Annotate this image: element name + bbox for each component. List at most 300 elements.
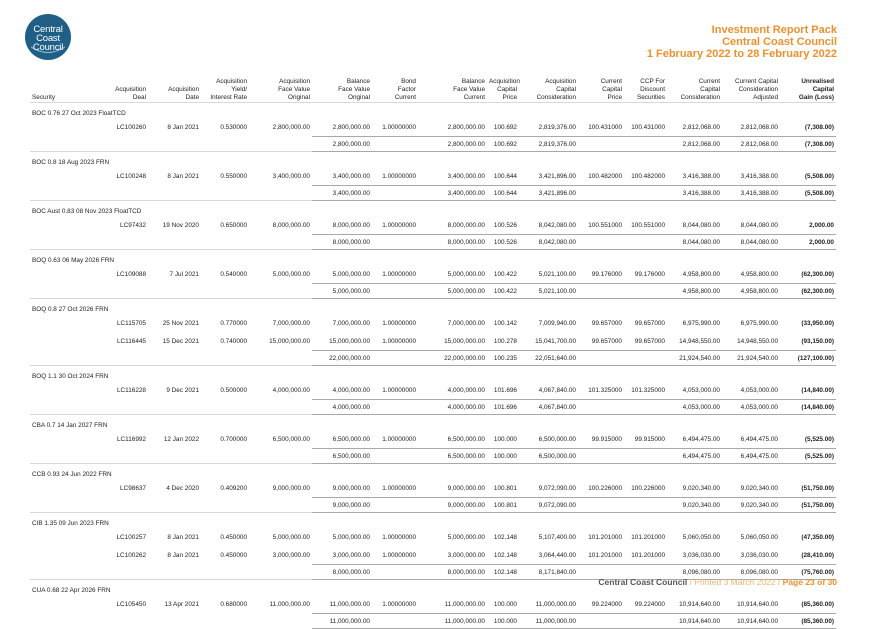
subtotal-cell xyxy=(113,614,148,629)
subtotal-cell: 21,924,540.00 xyxy=(722,351,780,366)
security-group-header xyxy=(30,152,836,168)
table-cell: 8,000,000.00 xyxy=(332,221,370,229)
table-cell: 2,000.00 xyxy=(809,221,834,229)
subtotal-row xyxy=(30,400,836,415)
table-cell: 1.00000000 xyxy=(382,123,416,131)
subtotal-cell: 10,914,640.00 xyxy=(667,614,722,629)
report-org: Central Coast Council xyxy=(722,36,837,48)
subtotal-cell xyxy=(249,186,312,201)
subtotal-cell xyxy=(372,351,418,366)
subtotal-cell xyxy=(578,614,624,629)
table-cell: 100.431000 xyxy=(631,123,665,131)
subtotal-cell: 100.235 xyxy=(487,351,519,366)
table-cell: (33,950.00) xyxy=(801,319,834,327)
page-footer xyxy=(598,577,837,587)
subtotal-cell xyxy=(578,235,624,250)
table-cell: 5,000,000.00 xyxy=(447,270,485,278)
table-cell: 8,042,080.00 xyxy=(538,221,576,229)
table-cell: 3,400,000.00 xyxy=(332,172,370,180)
table-cell xyxy=(30,546,113,565)
footer-printed: Printed 3 March 2022 xyxy=(694,577,776,587)
col-header-ccp: CCP For Discount Securities xyxy=(636,78,665,101)
table-cell: 6,500,000.00 xyxy=(332,435,370,443)
table-cell: (85,360.00) xyxy=(801,600,834,608)
subtotal-cell: 8,044,080.00 xyxy=(667,235,722,250)
subtotal-cell: 6,500,000.00 xyxy=(418,449,487,464)
table-cell: 4,000,000.00 xyxy=(332,386,370,394)
table-cell: 100.142 xyxy=(493,319,517,327)
table-cell: 100.482000 xyxy=(631,172,665,180)
subtotal-cell: 4,958,800.00 xyxy=(667,284,722,299)
subtotal-cell: 9,000,000.00 xyxy=(312,498,372,513)
subtotal-cell: 8,096,080.00 xyxy=(667,565,722,580)
subtotal-cell xyxy=(624,400,667,415)
subtotal-cell xyxy=(249,565,312,580)
table-cell: 9,020,340.00 xyxy=(682,484,720,492)
table-cell: 1.00000000 xyxy=(382,600,416,608)
table-cell: LC100260 xyxy=(116,123,146,131)
table-cell xyxy=(30,381,113,400)
table-cell: LC100257 xyxy=(116,533,146,541)
table-cell: 19 Nov 2020 xyxy=(162,221,199,229)
subtotal-cell: 6,494,475.00 xyxy=(667,449,722,464)
table-cell: 12 Jan 2022 xyxy=(163,435,199,443)
table-cell: 9,000,000.00 xyxy=(447,484,485,492)
table-cell: 1.00000000 xyxy=(382,484,416,492)
subtotal-cell xyxy=(201,498,249,513)
table-row xyxy=(30,332,836,351)
col-header-acq-cons: Acquisition Capital Consideration xyxy=(536,78,576,101)
table-cell: 0.409200 xyxy=(220,484,247,492)
table-cell: 99.657000 xyxy=(591,337,622,345)
table-cell: LC115705 xyxy=(116,319,146,327)
table-cell: 1.00000000 xyxy=(382,221,416,229)
col-header-acq-price: Acquisition Capital Price xyxy=(489,78,520,101)
subtotal-cell: 100.526 xyxy=(487,235,519,250)
col-header-bond: Bond Factor Current xyxy=(394,78,416,101)
subtotal-row xyxy=(30,449,836,464)
subtotal-cell xyxy=(624,186,667,201)
table-cell xyxy=(30,528,113,546)
table-cell: 101.325000 xyxy=(588,386,622,394)
table-cell: 3,000,000.00 xyxy=(272,551,310,559)
subtotal-cell: 3,416,388.00 xyxy=(667,186,722,201)
subtotal-cell xyxy=(201,235,249,250)
logo-text-line3: Council xyxy=(32,42,64,53)
table-cell xyxy=(30,118,113,137)
table-cell: 6,500,000.00 xyxy=(272,435,310,443)
table-cell: 4,067,840.00 xyxy=(538,386,576,394)
table-cell: 2,819,376.00 xyxy=(538,123,576,131)
subtotal-cell xyxy=(30,235,113,250)
table-cell: 1.00000000 xyxy=(382,435,416,443)
subtotal-cell xyxy=(578,498,624,513)
table-cell: (5,525.00) xyxy=(804,435,834,443)
table-cell: 9,000,000.00 xyxy=(332,484,370,492)
table-cell: 2,800,000.00 xyxy=(447,123,485,131)
subtotal-cell xyxy=(249,498,312,513)
table-cell: 3,036,030.00 xyxy=(682,551,720,559)
table-cell: 101.201000 xyxy=(588,551,622,559)
table-cell: (47,350.00) xyxy=(801,533,834,541)
subtotal-row xyxy=(30,186,836,201)
subtotal-cell: 2,800,000.00 xyxy=(312,137,372,152)
subtotal-cell xyxy=(578,284,624,299)
subtotal-cell: 3,421,896.00 xyxy=(519,186,578,201)
subtotal-cell xyxy=(30,137,113,152)
table-cell: 100.551000 xyxy=(588,221,622,229)
subtotal-cell: 4,053,000.00 xyxy=(667,400,722,415)
table-cell: 25 Nov 2021 xyxy=(162,319,199,327)
table-cell: LC100262 xyxy=(116,551,146,559)
subtotal-cell: 22,051,640.00 xyxy=(519,351,578,366)
table-cell: 0.500000 xyxy=(220,386,247,394)
table-row xyxy=(30,546,836,565)
table-cell: 4,000,000.00 xyxy=(447,386,485,394)
subtotal-cell xyxy=(201,400,249,415)
table-cell: 1.00000000 xyxy=(382,337,416,345)
subtotal-cell: 2,819,376.00 xyxy=(519,137,578,152)
table-row xyxy=(30,479,836,498)
subtotal-cell: 8,171,840.00 xyxy=(519,565,578,580)
table-cell: 102.148 xyxy=(493,533,517,541)
table-cell: 6,500,000.00 xyxy=(538,435,576,443)
table-cell: 100.422 xyxy=(493,270,517,278)
subtotal-cell xyxy=(249,137,312,152)
table-cell: 4,000,000.00 xyxy=(272,386,310,394)
subtotal-cell xyxy=(148,235,201,250)
subtotal-cell: 22,000,000.00 xyxy=(418,351,487,366)
table-cell: 8 Jan 2021 xyxy=(167,551,199,559)
subtotal-cell: 3,400,000.00 xyxy=(312,186,372,201)
table-cell xyxy=(30,216,113,235)
table-cell: 2,800,000.00 xyxy=(272,123,310,131)
table-cell: 0.450000 xyxy=(220,551,247,559)
table-cell: 11,000,000.00 xyxy=(269,600,310,608)
subtotal-cell: 11,000,000.00 xyxy=(312,614,372,629)
table-cell: 15,000,000.00 xyxy=(444,337,485,345)
table-cell: 6,494,475.00 xyxy=(682,435,720,443)
subtotal-cell: 100.644 xyxy=(487,186,519,201)
table-cell: 4,053,000.00 xyxy=(682,386,720,394)
subtotal-cell: 11,000,000.00 xyxy=(418,614,487,629)
table-cell: 99.176000 xyxy=(634,270,665,278)
subtotal-cell xyxy=(201,137,249,152)
col-header-cur-price: Current Capital Price xyxy=(600,78,622,101)
table-cell: 11,000,000.00 xyxy=(444,600,485,608)
subtotal-cell xyxy=(624,614,667,629)
subtotal-cell: 100.422 xyxy=(487,284,519,299)
table-row xyxy=(30,430,836,449)
subtotal-cell xyxy=(624,498,667,513)
col-header-bal-curr: Balance Face Value Current xyxy=(453,78,485,101)
table-cell: 101.696 xyxy=(493,386,517,394)
table-row xyxy=(30,265,836,284)
subtotal-cell: 9,020,340.00 xyxy=(667,498,722,513)
table-cell xyxy=(30,265,113,284)
subtotal-row xyxy=(30,614,836,629)
table-cell: 9,072,090.00 xyxy=(538,484,576,492)
table-cell: 8,044,080.00 xyxy=(682,221,720,229)
table-cell: 100.000 xyxy=(493,600,517,608)
subtotal-cell xyxy=(30,449,113,464)
table-cell: 3,400,000.00 xyxy=(272,172,310,180)
subtotal-cell: 100.000 xyxy=(487,614,519,629)
subtotal-cell xyxy=(148,614,201,629)
table-cell: LC105450 xyxy=(116,600,146,608)
subtotal-cell: (127,100.00) xyxy=(780,351,836,366)
subtotal-cell xyxy=(113,449,148,464)
subtotal-cell xyxy=(148,565,201,580)
subtotal-cell: (5,508.00) xyxy=(780,186,836,201)
subtotal-cell xyxy=(148,351,201,366)
table-cell: 0.680000 xyxy=(220,600,247,608)
subtotal-cell: 3,400,000.00 xyxy=(418,186,487,201)
table-cell: 1.00000000 xyxy=(382,386,416,394)
table-cell: 100.526 xyxy=(493,221,517,229)
table-cell xyxy=(30,167,113,186)
table-cell: 99.176000 xyxy=(591,270,622,278)
table-cell: 15,000,000.00 xyxy=(329,337,370,345)
table-cell: 100.644 xyxy=(493,172,517,180)
subtotal-cell xyxy=(113,284,148,299)
table-cell: LC109088 xyxy=(116,270,146,278)
subtotal-cell: 9,020,340.00 xyxy=(722,498,780,513)
table-cell: 100.000 xyxy=(493,435,517,443)
table-cell: 5,060,050.00 xyxy=(682,533,720,541)
col-header-security: Security xyxy=(32,94,56,101)
footer-org: Central Coast Council xyxy=(598,577,688,587)
subtotal-cell xyxy=(113,137,148,152)
subtotal-cell xyxy=(113,186,148,201)
subtotal-cell: (14,840.00) xyxy=(780,400,836,415)
table-cell: LC116445 xyxy=(116,337,146,345)
security-name: BOC 0.8 18 Aug 2023 FRN xyxy=(30,152,836,168)
table-cell: 3,421,896.00 xyxy=(538,172,576,180)
security-group-header xyxy=(30,103,836,119)
security-name: BOC 0.76 27 Oct 2023 FloatTCD xyxy=(30,103,836,119)
subtotal-cell xyxy=(113,565,148,580)
table-cell: 0.550000 xyxy=(220,172,247,180)
table-cell: 0.540000 xyxy=(220,270,247,278)
subtotal-cell: 4,958,800.00 xyxy=(722,284,780,299)
report-header xyxy=(647,24,837,60)
table-cell: 7,009,940.00 xyxy=(538,319,576,327)
table-row xyxy=(30,167,836,186)
col-header-bal-orig: Balance Face Value Original xyxy=(338,78,370,101)
table-cell: 1.00000000 xyxy=(382,533,416,541)
subtotal-cell xyxy=(249,351,312,366)
logo-text-line1: Central xyxy=(33,24,63,35)
col-header-yield: Acquisition Yield/ Interest Rate xyxy=(210,78,247,101)
subtotal-cell: 6,500,000.00 xyxy=(312,449,372,464)
subtotal-cell: 102.148 xyxy=(487,565,519,580)
table-cell: 11,000,000.00 xyxy=(329,600,370,608)
subtotal-cell: 100.000 xyxy=(487,449,519,464)
table-cell: 3,036,030.00 xyxy=(740,551,778,559)
table-cell: 8,000,000.00 xyxy=(272,221,310,229)
subtotal-cell: 8,044,080.00 xyxy=(722,235,780,250)
subtotal-cell: 9,000,000.00 xyxy=(418,498,487,513)
subtotal-cell xyxy=(624,137,667,152)
table-cell: (62,300.00) xyxy=(801,270,834,278)
table-row xyxy=(30,118,836,137)
subtotal-cell xyxy=(249,614,312,629)
footer-separator: / xyxy=(775,577,783,587)
subtotal-cell xyxy=(30,351,113,366)
footer-page: Page 23 of 30 xyxy=(782,577,837,587)
table-cell xyxy=(30,314,113,332)
footer-separator: / xyxy=(687,577,695,587)
subtotal-cell xyxy=(249,449,312,464)
table-cell: 3,064,440.00 xyxy=(538,551,576,559)
subtotal-cell xyxy=(113,498,148,513)
table-cell: LC97432 xyxy=(120,221,146,229)
col-header-cur-adj: Current Capital Consideration Adjusted xyxy=(735,78,778,101)
subtotal-cell xyxy=(148,137,201,152)
subtotal-cell xyxy=(372,449,418,464)
table-cell: 9,000,000.00 xyxy=(272,484,310,492)
subtotal-cell: (62,300.00) xyxy=(780,284,836,299)
table-cell: LC100248 xyxy=(116,172,146,180)
table-cell: 8 Jan 2021 xyxy=(167,533,199,541)
security-name: BOQ 0.8 27 Oct 2026 FRN xyxy=(30,299,836,315)
security-group-header xyxy=(30,366,836,382)
col-header-cur-cons: Current Capital Consideration xyxy=(680,78,720,101)
subtotal-cell: 101.696 xyxy=(487,400,519,415)
table-cell: 100.801 xyxy=(493,484,517,492)
council-logo xyxy=(25,14,71,60)
table-cell: 11,000,000.00 xyxy=(535,600,576,608)
table-cell: 10,914,640.00 xyxy=(737,600,778,608)
table-cell: 6,975,990.00 xyxy=(740,319,778,327)
table-cell: LC98637 xyxy=(120,484,146,492)
table-cell: 5,000,000.00 xyxy=(272,270,310,278)
subtotal-cell xyxy=(372,284,418,299)
table-cell xyxy=(30,479,113,498)
table-cell: (5,508.00) xyxy=(804,172,834,180)
table-cell: 99.915000 xyxy=(591,435,622,443)
subtotal-cell xyxy=(372,565,418,580)
subtotal-cell: 3,416,388.00 xyxy=(722,186,780,201)
table-cell: 4,053,000.00 xyxy=(740,386,778,394)
subtotal-cell: 5,000,000.00 xyxy=(418,284,487,299)
subtotal-cell xyxy=(578,400,624,415)
table-cell: 100.226000 xyxy=(631,484,665,492)
subtotal-cell xyxy=(201,449,249,464)
subtotal-cell: 2,812,068.00 xyxy=(722,137,780,152)
subtotal-cell: (7,308.00) xyxy=(780,137,836,152)
subtotal-cell: 100.692 xyxy=(487,137,519,152)
subtotal-cell: 8,042,080.00 xyxy=(519,235,578,250)
table-cell: 101.201000 xyxy=(631,533,665,541)
subtotal-cell xyxy=(30,614,113,629)
table-cell: 101.201000 xyxy=(631,551,665,559)
subtotal-cell: 9,072,090.00 xyxy=(519,498,578,513)
subtotal-cell: (75,760.00) xyxy=(780,565,836,580)
table-cell: 100.226000 xyxy=(588,484,622,492)
table-cell: (93,150.00) xyxy=(801,337,834,345)
security-group-header xyxy=(30,464,836,480)
table-cell: 1.00000000 xyxy=(382,270,416,278)
table-cell: 0.650000 xyxy=(220,221,247,229)
security-group-header xyxy=(30,250,836,266)
table-cell: 14,948,550.00 xyxy=(737,337,778,345)
subtotal-cell xyxy=(148,400,201,415)
subtotal-cell: 11,000,000.00 xyxy=(519,614,578,629)
subtotal-cell: 5,021,100.00 xyxy=(519,284,578,299)
table-cell: 0.450000 xyxy=(220,533,247,541)
subtotal-cell: (51,750.00) xyxy=(780,498,836,513)
table-cell: 99.915000 xyxy=(634,435,665,443)
subtotal-row xyxy=(30,137,836,152)
security-name: BOC Aust 0.83 08 Nov 2023 FloatTCD xyxy=(30,201,836,217)
subtotal-cell xyxy=(113,400,148,415)
table-cell: 100.431000 xyxy=(588,123,622,131)
table-cell: (28,410.00) xyxy=(801,551,834,559)
subtotal-row xyxy=(30,235,836,250)
subtotal-cell xyxy=(372,186,418,201)
subtotal-cell: 8,000,000.00 xyxy=(418,235,487,250)
subtotal-cell: 100.801 xyxy=(487,498,519,513)
table-cell: 6,494,475.00 xyxy=(740,435,778,443)
table-cell: 5,060,050.00 xyxy=(740,533,778,541)
security-name: CBA 0.7 14 Jan 2027 FRN xyxy=(30,415,836,431)
security-group-header xyxy=(30,415,836,431)
subtotal-cell xyxy=(30,498,113,513)
table-cell: 8 Jan 2021 xyxy=(167,123,199,131)
subtotal-cell xyxy=(624,449,667,464)
security-name: CCB 0.93 24 Jun 2022 FRN xyxy=(30,464,836,480)
table-cell: 5,000,000.00 xyxy=(332,270,370,278)
table-cell: 101.201000 xyxy=(588,533,622,541)
subtotal-cell: 2,000.00 xyxy=(780,235,836,250)
table-cell: 5,000,000.00 xyxy=(272,533,310,541)
subtotal-cell: 8,000,000.00 xyxy=(312,565,372,580)
table-cell: 9 Dec 2021 xyxy=(166,386,199,394)
col-header-deal: Acquisition Deal xyxy=(115,86,146,101)
logo-text-line2: Coast xyxy=(36,33,60,44)
table-cell: 6,975,990.00 xyxy=(682,319,720,327)
subtotal-cell: 10,914,640.00 xyxy=(722,614,780,629)
subtotal-cell xyxy=(201,614,249,629)
subtotal-cell: 21,924,540.00 xyxy=(667,351,722,366)
table-cell: 1.00000000 xyxy=(382,319,416,327)
subtotal-cell xyxy=(249,400,312,415)
table-cell: 3,416,388.00 xyxy=(740,172,778,180)
table-cell: 7 Jul 2021 xyxy=(169,270,199,278)
table-cell: 99.224000 xyxy=(591,600,622,608)
table-cell xyxy=(30,430,113,449)
subtotal-cell xyxy=(249,235,312,250)
subtotal-row xyxy=(30,351,836,366)
table-cell: 7,000,000.00 xyxy=(272,319,310,327)
subtotal-cell xyxy=(578,449,624,464)
table-cell: 5,021,100.00 xyxy=(538,270,576,278)
table-cell: 99.657000 xyxy=(591,319,622,327)
table-cell: 4,958,800.00 xyxy=(682,270,720,278)
subtotal-cell xyxy=(148,284,201,299)
subtotal-cell xyxy=(30,400,113,415)
table-cell: 3,400,000.00 xyxy=(447,172,485,180)
table-cell: 0.740000 xyxy=(220,337,247,345)
table-cell: (51,750.00) xyxy=(801,484,834,492)
subtotal-cell: 6,494,475.00 xyxy=(722,449,780,464)
table-cell: 100.482000 xyxy=(588,172,622,180)
table-cell xyxy=(30,332,113,351)
table-cell: LC116228 xyxy=(116,386,146,394)
subtotal-cell: 5,000,000.00 xyxy=(312,284,372,299)
